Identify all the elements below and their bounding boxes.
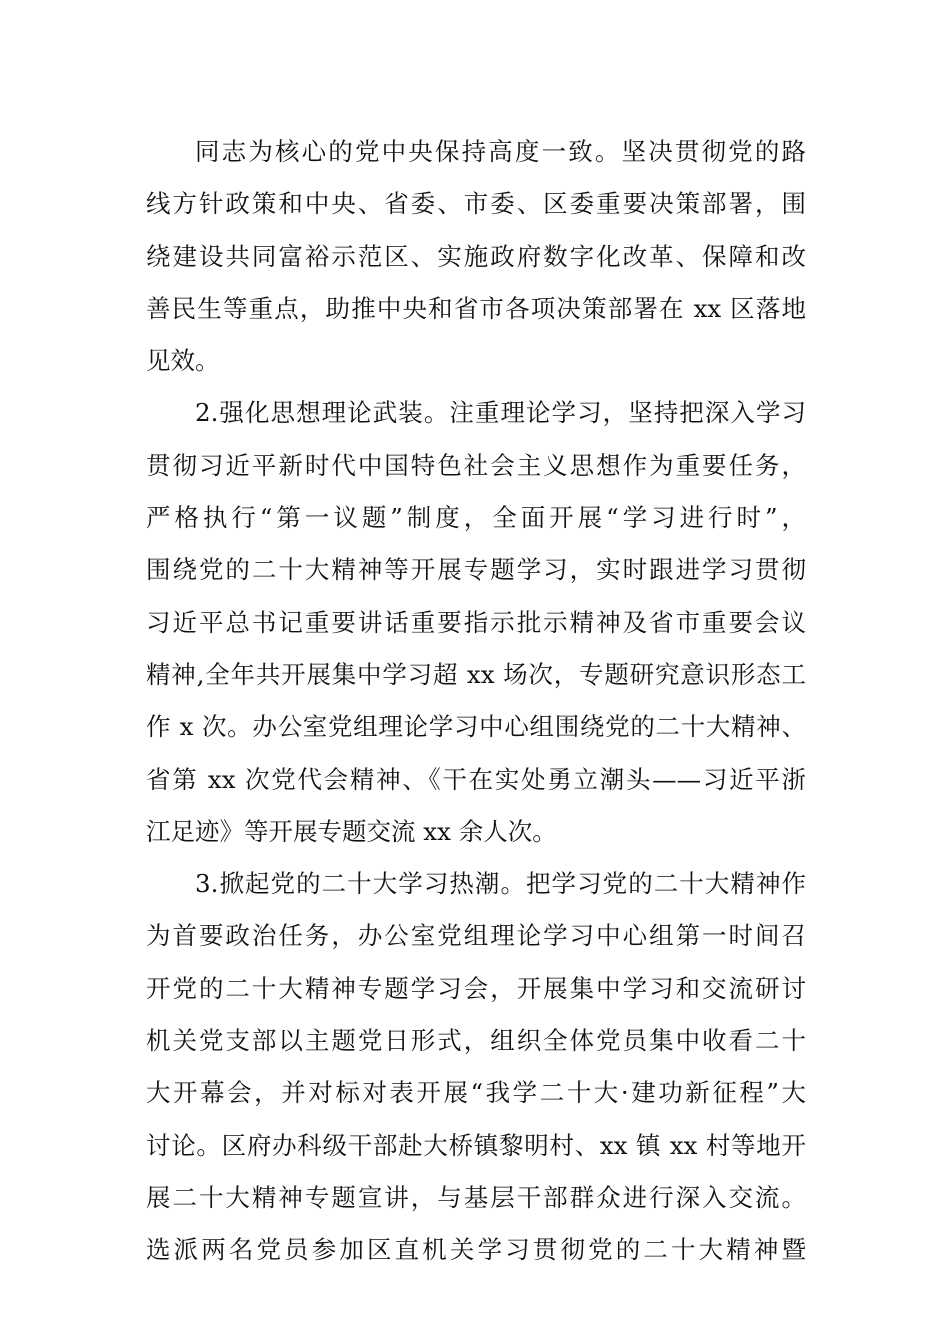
document-body <box>146 126 806 1277</box>
text-line: 绕建设共同富裕示范区、实施政府数字化改革、保障和改 <box>146 241 806 271</box>
text-line: 善民生等重点，助推中央和省市各项决策部署在 xx 区落地 <box>146 293 806 323</box>
text-line: 习近平总书记重要讲话重要指示批示精神及省市重要会议 <box>146 607 806 637</box>
text-line: 严格执行“第一议题”制度，全面开展“学习进行时”， <box>146 503 806 533</box>
text-line: 开党的二十大精神专题学习会，开展集中学习和交流研讨 <box>146 973 806 1003</box>
text-line: 江足迹》等开展专题交流 xx 余人次。 <box>146 816 557 846</box>
text-line: 见效。 <box>146 346 220 376</box>
paragraph-1 <box>146 126 806 387</box>
paragraph-2 <box>146 387 806 858</box>
text-line: 3.掀起党的二十大学习热潮。把学习党的二十大精神作 <box>195 869 806 899</box>
text-line: 贯彻习近平新时代中国特色社会主义思想作为重要任务， <box>146 450 806 480</box>
text-line: 选派两名党员参加区直机关学习贯彻党的二十大精神暨 <box>146 1235 806 1265</box>
text-line: 机关党支部以主题党日形式，组织全体党员集中收看二十 <box>146 1026 806 1056</box>
text-line: 线方针政策和中央、省委、市委、区委重要决策部署，围 <box>146 189 806 219</box>
text-line: 大开幕会，并对标对表开展“我学二十大·建功新征程”大 <box>146 1078 806 1108</box>
text-line: 作 x 次。办公室党组理论学习中心组围绕党的二十大精神、 <box>146 712 806 742</box>
text-line: 精神,全年共开展集中学习超 xx 场次，专题研究意识形态工 <box>146 659 806 689</box>
text-line: 2.强化思想理论武装。注重理论学习，坚持把深入学习 <box>195 398 806 428</box>
paragraph-3 <box>146 858 806 1276</box>
text-line: 展二十大精神专题宣讲，与基层干部群众进行深入交流。 <box>146 1182 806 1212</box>
text-line: 围绕党的二十大精神等开展专题学习，实时跟进学习贯彻 <box>146 555 806 585</box>
text-line: 同志为核心的党中央保持高度一致。坚决贯彻党的路 <box>195 137 806 166</box>
text-line: 为首要政治任务，办公室党组理论学习中心组第一时间召 <box>146 921 806 951</box>
text-line: 讨论。区府办科级干部赴大桥镇黎明村、xx 镇 xx 村等地开 <box>146 1130 806 1160</box>
text-line: 省第 xx 次党代会精神、《干在实处勇立潮头——习近平浙 <box>146 764 806 794</box>
